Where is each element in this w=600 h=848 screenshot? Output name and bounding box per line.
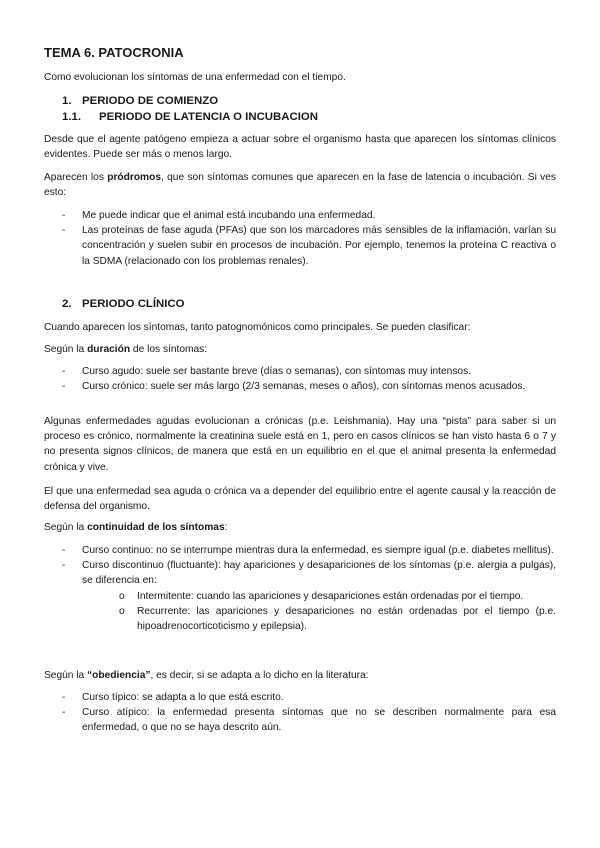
list-item: - Curso continuo: no se interrumpe mientras dura la enfermedad, es siempre igual (p.e. diabetes mellitus). [62, 543, 556, 558]
section-1-heading [62, 94, 574, 108]
obediencia-post: , es decir, si se adapta a lo dicho en la literatura: [150, 670, 369, 681]
prodromos-paragraph [44, 170, 556, 200]
section-2-heading [62, 297, 574, 311]
list-item: - Curso crónico: suele ser más largo (2/3 semanas, meses o años), con síntomas menos acusados. [62, 379, 556, 394]
list-item: o Recurrente: las apariciones y desapariciones no están ordenadas por el tiempo (p.e. hipoadrenocorticoticismo y epilepsia). [119, 604, 556, 634]
discontinuo-sublist [119, 589, 556, 635]
list-item: o Intermitente: cuando las apariciones y desapariciones están ordenadas por el tiempo. [119, 589, 556, 604]
list-item: - Me puede indicar que el animal está incubando una enfermedad. [62, 208, 556, 223]
list-item: - Curso agudo: suele ser bastante breve (días o semanas), con síntomas muy intensos. [62, 364, 556, 379]
duracion-heading [44, 342, 556, 357]
latency-paragraph: Desde que el agente patógeno empieza a actuar sobre el organismo hasta que aparecen los síntomas clínicos evidentes. Puede ser más o menos largo. [44, 134, 556, 161]
prodromos-list [62, 208, 556, 269]
section-1-1-number: 1.1. [62, 111, 81, 123]
equilibrium-paragraph: El que una enfermedad sea aguda o crónica va a depender del equilibrio entre el agente causal y la reacción de defensa del organismo. [44, 486, 556, 513]
continuidad-pre: Según la [44, 522, 88, 533]
section-2-number: 2. [62, 298, 72, 310]
list-item [62, 558, 556, 634]
duracion-term: duración [87, 344, 131, 355]
section-1-number: 1. [62, 95, 72, 107]
obediencia-pre: Según la [44, 670, 88, 681]
discontinuo-text: Curso discontinuo (fluctuante): hay apariciones y desapariciones de los síntomas (p.e. alergia a pulgas), se diferencia en: [82, 560, 556, 587]
duracion-post: de los síntomas: [130, 344, 208, 355]
page-title: TEMA 6. PATOCRONIA [44, 45, 184, 60]
clinical-intro-paragraph: Cuando aparecen los síntomas, tanto patognomónicos como principales. Se pueden clasificar: [44, 322, 471, 333]
prodromos-term: pródromos [107, 172, 162, 183]
continuidad-term: continuidad de los síntomas [87, 522, 225, 533]
list-item: - Las proteínas de fase aguda (PFAs) que son los marcadores más sensibles de la inflamación, varían su concentración y suelen subir en procesos de incubación. Por ejemplo, tenemos la proteína C reactiva o la SDMA (relacionado con los problemas renales). [62, 223, 556, 269]
intro-paragraph: Como evolucionan los síntomas de una enfermedad con el tiempo. [44, 72, 346, 83]
continuidad-post: : [224, 522, 228, 533]
prodromos-text-post: , que son síntomas comunes que aparecen en la fase de latencia o incubación. Si ves esto: [44, 172, 556, 199]
section-2-label: PERIODO CLÍNICO [82, 298, 185, 310]
list-item: - Curso atípico: la enfermedad presenta síntomas que no se describen normalmente para esa enfermedad, o que no se haya descrito aún. [62, 705, 556, 735]
prodromos-text-pre: Aparecen los [44, 172, 108, 183]
continuidad-heading [44, 520, 556, 535]
chronic-paragraph: Algunas enfermedades agudas evolucionan a crónicas (p.e. Leishmania). Hay una “pista” para saber si un proceso es crónico, normalmente la creatinina suele está en 1, pero en casos clínicos se han visto hasta 6 o 7 y no presenta signos clínicos, de manera que está en un equilibrio en el que el animal presenta la enfermedad crónica y vive. [44, 416, 556, 473]
section-1-1-heading [62, 110, 574, 124]
section-1-1-label: PERIODO DE LATENCIA O INCUBACION [99, 111, 318, 123]
obediencia-heading [44, 668, 556, 683]
section-1-label: PERIODO DE COMIENZO [82, 95, 219, 107]
duracion-list [62, 364, 556, 394]
continuidad-list [62, 543, 556, 634]
obediencia-term: “obediencia” [87, 670, 151, 681]
list-item: - Curso típico: se adapta a lo que está escrito. [62, 690, 556, 705]
duracion-pre: Según la [44, 344, 88, 355]
obediencia-list [62, 690, 556, 736]
